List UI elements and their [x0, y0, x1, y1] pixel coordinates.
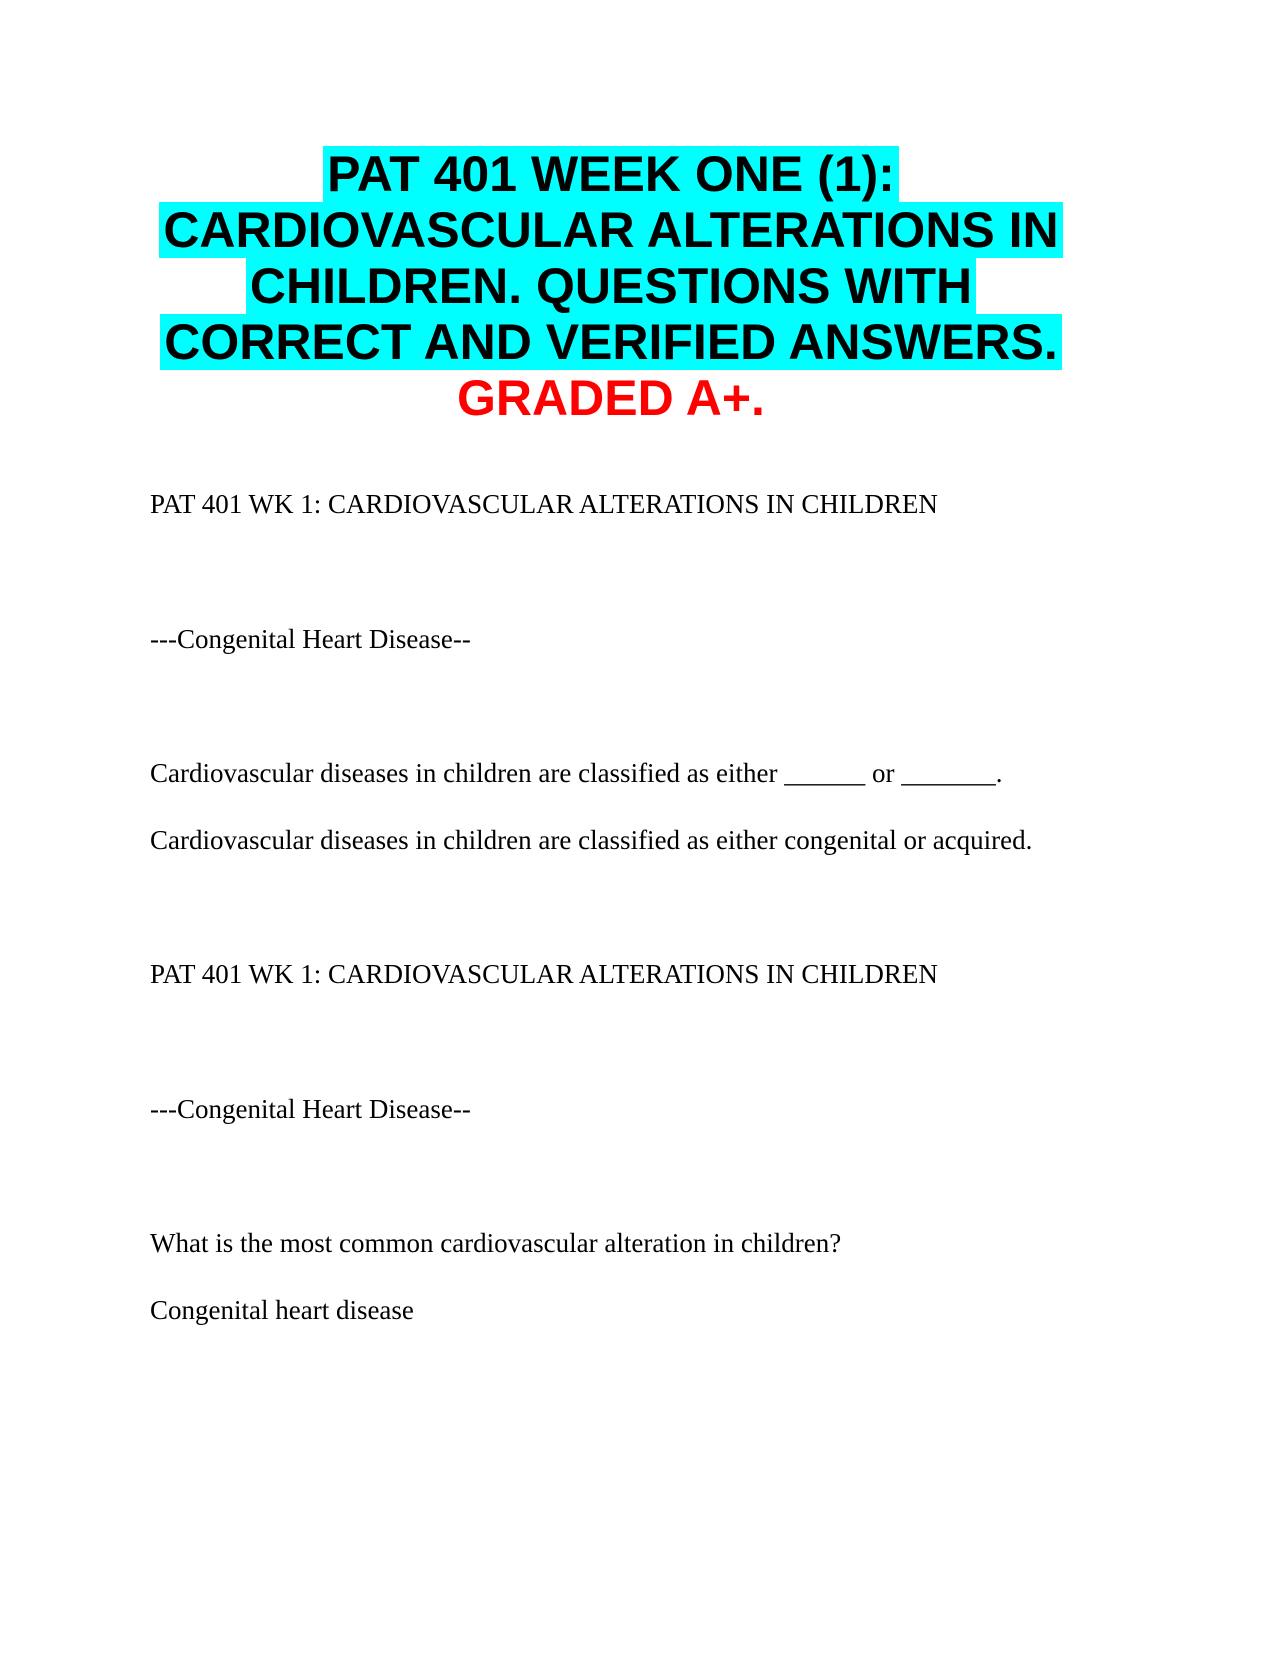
- graded-label: GRADED A+.: [457, 370, 765, 426]
- document-title: [0, 146, 1222, 426]
- topic-heading: ---Congenital Heart Disease--: [150, 1094, 471, 1124]
- title-line-4: CORRECT AND VERIFIED ANSWERS.: [160, 314, 1062, 370]
- title-line-3: CHILDREN. QUESTIONS WITH: [246, 258, 976, 314]
- question-text: What is the most common cardiovascular alteration in children?: [150, 1228, 842, 1258]
- title-line-2: CARDIOVASCULAR ALTERATIONS IN: [159, 202, 1062, 258]
- course-header: PAT 401 WK 1: CARDIOVASCULAR ALTERATIONS IN CHILDREN: [150, 959, 938, 989]
- answer-text: Congenital heart disease: [150, 1295, 414, 1325]
- course-header: PAT 401 WK 1: CARDIOVASCULAR ALTERATIONS IN CHILDREN: [150, 489, 938, 519]
- question-text: Cardiovascular diseases in children are classified as either ______ or _______.: [150, 758, 1003, 788]
- answer-text: Cardiovascular diseases in children are classified as either congenital or acquired.: [150, 825, 1033, 855]
- title-line-1: PAT 401 WEEK ONE (1):: [323, 146, 899, 202]
- topic-heading: ---Congenital Heart Disease--: [150, 624, 471, 654]
